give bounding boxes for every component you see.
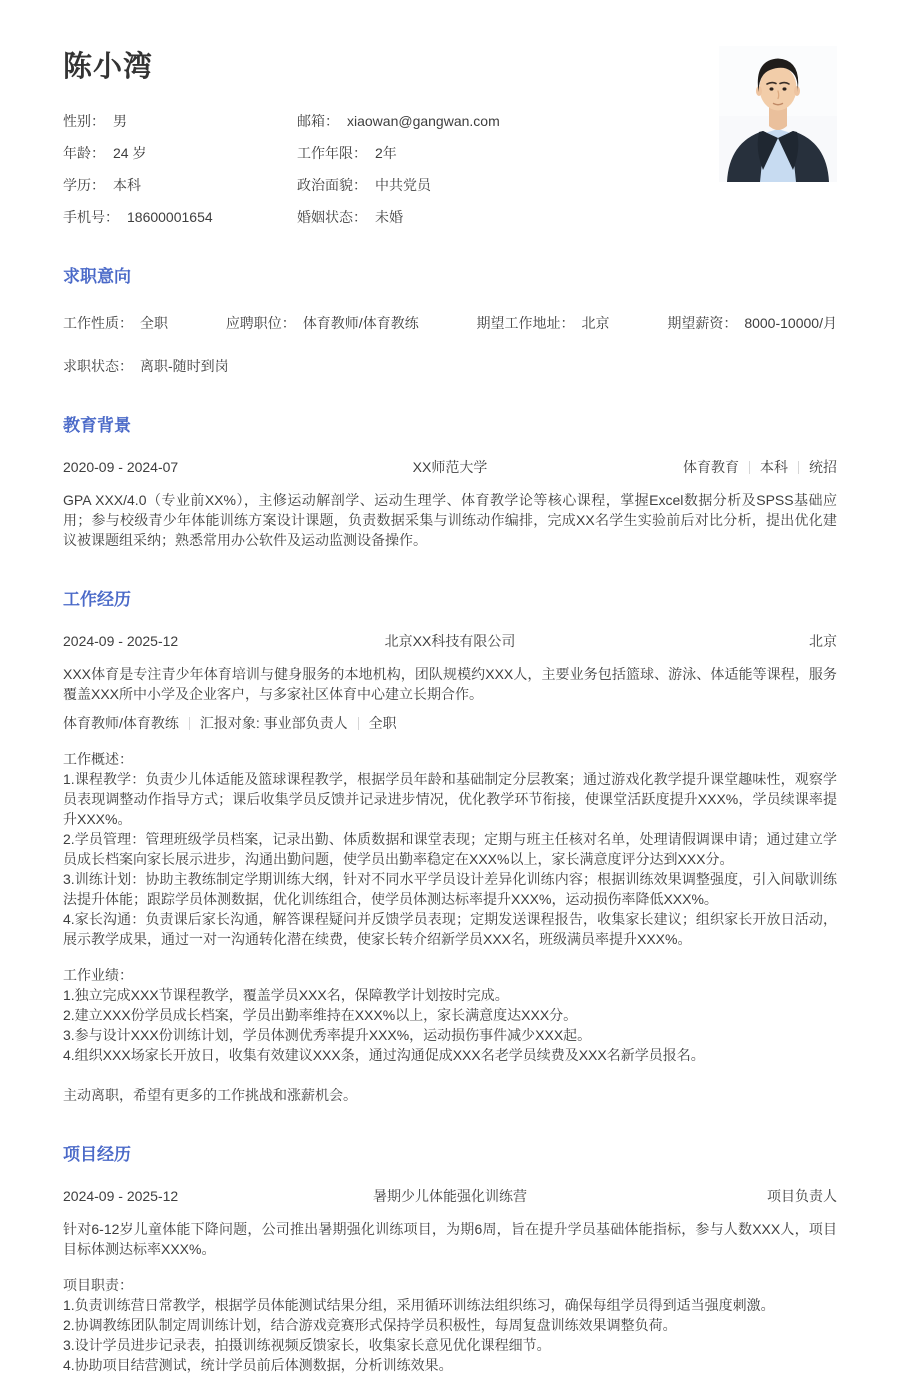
project-duty-item: 1.负责训练营日常教学，根据学员体能测试结果分组，采用循环训练法组织练习，确保每组学员得到适当强度刺激。 bbox=[63, 1297, 775, 1313]
project-duty-item: 3.设计学员进步记录表，拍摄训练视频反馈家长，收集家长意见优化课程细节。 bbox=[63, 1337, 551, 1353]
section-work-experience bbox=[63, 585, 837, 1105]
company-intro: XXX体育是专注青少年体育培训与健身服务的本地机构，团队规模约XXX人，主要业务包括篮球、游泳、体适能等课程，服务覆盖XXX所中小学及企业客户，与多家社区体育中心建立长期合作。 bbox=[63, 666, 837, 702]
field-expected-location-value: 北京 bbox=[581, 315, 610, 331]
profile-photo bbox=[719, 46, 837, 182]
info-marital-status-value: 未婚 bbox=[375, 209, 403, 225]
header-main bbox=[63, 44, 701, 227]
field-target-position bbox=[226, 313, 419, 333]
info-work-years bbox=[297, 143, 701, 163]
work-period: 2024-09 - 2025-12 bbox=[63, 633, 179, 649]
project-meta-row bbox=[63, 1186, 837, 1206]
job-status-row bbox=[63, 356, 837, 376]
candidate-name: 陈小湾 bbox=[63, 51, 154, 83]
info-education-label: 学历： bbox=[63, 177, 105, 193]
work-company: 北京XX科技有限公司 bbox=[384, 633, 516, 649]
project-title: 项目经历 bbox=[63, 1145, 131, 1164]
field-target-position-label: 应聘职位： bbox=[225, 315, 296, 331]
project-role: 项目负责人 bbox=[767, 1188, 837, 1204]
work-overview-label: 工作概述： bbox=[63, 751, 133, 767]
education-meta-row bbox=[63, 457, 837, 477]
field-job-status-value: 离职-随时到岗 bbox=[140, 358, 229, 374]
work-position-row bbox=[63, 713, 837, 733]
job-intention-row bbox=[63, 313, 837, 333]
divider bbox=[798, 461, 799, 474]
personal-info-grid bbox=[63, 111, 701, 227]
education-enroll-type: 统招 bbox=[809, 459, 837, 475]
info-political-status-label: 政治面貌： bbox=[297, 177, 367, 193]
field-job-status-label: 求职状态： bbox=[63, 358, 133, 374]
info-email-value: xiaowan@gangwan.com bbox=[347, 113, 500, 129]
job-intention-title: 求职意向 bbox=[63, 267, 131, 286]
info-work-years-label: 工作年限： bbox=[297, 145, 367, 161]
project-duty-item: 4.协助项目结营测试，统计学员前后体测数据，分析训练效果。 bbox=[63, 1357, 453, 1373]
education-tags bbox=[683, 457, 837, 477]
resume-header bbox=[63, 44, 837, 227]
info-political-status bbox=[297, 175, 701, 195]
work-achievement-item: 1.独立完成XXX节课程教学，覆盖学员XXX名，保障教学计划按时完成。 bbox=[63, 987, 509, 1003]
project-name: 暑期少儿体能强化训练营 bbox=[373, 1188, 527, 1204]
work-overview-item: 2.学员管理：管理班级学员档案，记录出勤、体质数据和课堂表现；定期与班主任核对名单，处理请假调课申请；通过建立学员成长档案向家长展示进步，沟通出勤问题，使学员出勤率稳定在XXX%以上，家长满意度评分达到XXX分。 bbox=[63, 831, 837, 867]
education-description: GPA XXX/4.0（专业前XX%），主修运动解剖学、运动生理学、体育教学论等核心课程，掌握Excel数据分析及SPSS基础应用；参与校级青少年体能训练方案设计课题，负责数据采集与训练动作编排，完成XX名学生实验前后对比分析，提出优化建议被课题组采纳；熟悉常用办公软件及运动监测设备操作。 bbox=[63, 492, 837, 548]
info-email bbox=[297, 111, 701, 131]
field-target-position-value: 体育教师/体育教练 bbox=[302, 315, 419, 331]
work-overview-item: 1.课程教学：负责少儿体适能及篮球课程教学，根据学员年龄和基础制定分层教案；通过游戏化教学提升课堂趣味性，观察学员表现调整动作指导方式；课后收集学员反馈并记录进步情况，优化教学环节衔接，使课堂活跃度提升XXX%，学员续课率提升XXX%。 bbox=[63, 771, 837, 827]
education-degree: 本科 bbox=[760, 459, 788, 475]
project-duties-label: 项目职责： bbox=[63, 1277, 133, 1293]
divider bbox=[358, 717, 359, 730]
field-expected-location-label: 期望工作地址： bbox=[476, 315, 575, 331]
work-title: 工作经历 bbox=[63, 590, 131, 609]
education-major: 体育教育 bbox=[683, 459, 739, 475]
section-job-intention bbox=[63, 262, 837, 376]
work-employment-type: 全职 bbox=[368, 715, 397, 731]
info-political-status-value: 中共党员 bbox=[375, 177, 431, 193]
project-description: 针对6-12岁儿童体能下降问题，公司推出暑期强化训练项目，为期6周，旨在提升学员基础体能指标，参与人数XXX人，项目目标体测达标率XXX%。 bbox=[63, 1221, 837, 1257]
info-work-years-value: 2年 bbox=[375, 145, 397, 161]
work-achievements-label: 工作业绩： bbox=[63, 967, 133, 983]
work-achievement-item: 3.参与设计XXX份训练计划，学员体测优秀率提升XXX%，运动损伤事件减少XXX起。 bbox=[63, 1027, 592, 1043]
info-gender bbox=[63, 111, 297, 131]
field-job-type bbox=[63, 313, 168, 333]
project-duty-item: 2.协调教练团队制定周训练计划，结合游戏竞赛形式保持学员积极性，每周复盘训练效果调整负荷。 bbox=[63, 1317, 677, 1333]
info-age bbox=[63, 143, 297, 163]
field-job-type-value: 全职 bbox=[140, 315, 168, 331]
work-position: 体育教师/体育教练 bbox=[63, 715, 179, 731]
field-job-status bbox=[63, 356, 837, 376]
portrait-illustration bbox=[719, 46, 837, 182]
work-meta-row bbox=[63, 631, 837, 651]
info-education-value: 本科 bbox=[113, 177, 141, 193]
work-overview-item: 4.家长沟通：负责课后家长沟通，解答课程疑问并反馈学员表现；定期发送课程报告，收集家长建议；组织家长开放日活动，展示教学成果，通过一对一沟通转化潜在续费，使家长转介绍新学员XXX名，班级满员率提升XXX%。 bbox=[63, 911, 837, 947]
section-education bbox=[63, 411, 837, 550]
section-project-experience bbox=[63, 1140, 837, 1375]
work-overview-block bbox=[63, 749, 837, 949]
info-phone-label: 手机号： bbox=[63, 209, 119, 225]
divider bbox=[189, 717, 190, 730]
work-overview-item: 3.训练计划：协助主教练制定学期训练大纲，针对不同水平学员设计差异化训练内容；根据训练效果调整强度，引入间歇训练法提升体能；跟踪学员体测数据，优化训练组合，使学员体测达标率提升XXX%，运动损伤率降低XXX%。 bbox=[63, 871, 837, 907]
education-title: 教育背景 bbox=[63, 416, 131, 435]
education-period: 2020-09 - 2024-07 bbox=[63, 459, 179, 475]
info-gender-label: 性别： bbox=[63, 113, 105, 129]
leave-reason: 主动离职，希望有更多的工作挑战和涨薪机会。 bbox=[63, 1087, 357, 1103]
field-expected-salary-label: 期望薪资： bbox=[667, 315, 738, 331]
info-gender-value: 男 bbox=[113, 113, 127, 129]
project-duties-block bbox=[63, 1275, 837, 1375]
info-age-value: 24 岁 bbox=[113, 145, 147, 161]
field-job-type-label: 工作性质： bbox=[63, 315, 133, 331]
info-marital-status bbox=[297, 207, 701, 227]
work-location: 北京 bbox=[809, 633, 837, 649]
work-achievements-block bbox=[63, 965, 837, 1065]
divider bbox=[749, 461, 750, 474]
work-achievement-item: 2.建立XXX份学员成长档案，学员出勤率维持在XXX%以上，家长满意度达XXX分。 bbox=[63, 1007, 578, 1023]
field-expected-salary bbox=[667, 313, 837, 333]
field-expected-salary-value: 8000-10000/月 bbox=[744, 315, 837, 331]
info-phone-value: 18600001654 bbox=[127, 209, 213, 225]
work-report-to: 汇报对象: 事业部负责人 bbox=[199, 715, 348, 731]
project-period: 2024-09 - 2025-12 bbox=[63, 1188, 179, 1204]
education-school: XX师范大学 bbox=[412, 459, 488, 475]
info-education bbox=[63, 175, 297, 195]
info-marital-status-label: 婚姻状态： bbox=[297, 209, 367, 225]
work-achievement-item: 4.组织XXX场家长开放日，收集有效建议XXX条，通过沟通促成XXX名老学员续费及XXX名新学员报名。 bbox=[63, 1047, 705, 1063]
info-phone bbox=[63, 207, 297, 227]
info-age-label: 年龄： bbox=[63, 145, 105, 161]
info-email-label: 邮箱： bbox=[297, 113, 339, 129]
field-expected-location bbox=[477, 313, 610, 333]
